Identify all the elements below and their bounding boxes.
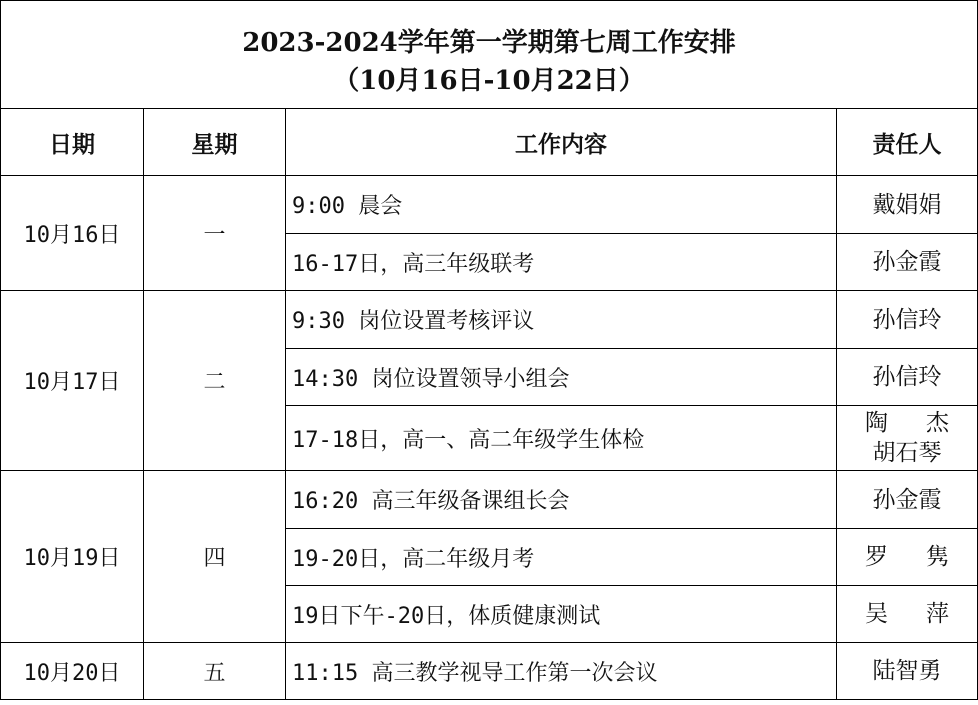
header-date: 日期 [1, 109, 144, 176]
date-cell: 10月16日 [1, 176, 144, 291]
content-cell: 9:30 岗位设置考核评议 [286, 291, 837, 349]
content-cell: 19日下午-20日，体质健康测试 [286, 586, 837, 643]
content-cell: 16:20 高三年级备课组长会 [286, 471, 837, 529]
person-line1 [837, 542, 977, 572]
person-cell: 孙金霞 [837, 471, 978, 529]
table-row [1, 176, 978, 234]
weekday-cell: 四 [144, 471, 286, 643]
person-cell: 陆智勇 [837, 643, 978, 700]
person-char: 杰 [926, 410, 949, 436]
weekday-cell: 五 [144, 643, 286, 700]
person-char: 罗 [865, 544, 888, 570]
header-person: 责任人 [837, 109, 978, 176]
weekday-cell: 二 [144, 291, 286, 471]
person-cell: 孙信玲 [837, 349, 978, 406]
date-cell: 10月19日 [1, 471, 144, 643]
table-row [1, 291, 978, 349]
person-line2: 胡石琴 [872, 440, 942, 466]
header-weekday: 星期 [144, 109, 286, 176]
content-cell: 17-18日，高一、高二年级学生体检 [286, 406, 837, 471]
content-cell: 16-17日，高三年级联考 [286, 234, 837, 291]
person-char: 吴 [865, 601, 888, 627]
person-cell: 孙金霞 [837, 234, 978, 291]
page-title: 2023-2024学年第一学期第七周工作安排 [242, 28, 736, 58]
table-row [1, 471, 978, 529]
page-subtitle: （10月16日-10月22日） [333, 66, 645, 96]
person-line1 [837, 408, 977, 438]
header-content: 工作内容 [286, 109, 837, 176]
content-cell: 19-20日，高二年级月考 [286, 529, 837, 586]
date-cell: 10月20日 [1, 643, 144, 700]
table-row [1, 643, 978, 700]
person-cell: 戴娟娟 [837, 176, 978, 234]
content-cell: 11:15 高三教学视导工作第一次会议 [286, 643, 837, 700]
content-cell: 14:30 岗位设置领导小组会 [286, 349, 837, 406]
person-cell [837, 529, 978, 586]
header-row [1, 109, 978, 176]
person-char: 隽 [926, 544, 949, 570]
person-line1 [837, 599, 977, 629]
person-char: 陶 [865, 410, 888, 436]
person-cell [837, 406, 978, 471]
weekday-cell: 一 [144, 176, 286, 291]
date-cell: 10月17日 [1, 291, 144, 471]
content-cell: 9:00 晨会 [286, 176, 837, 234]
person-char: 萍 [926, 601, 949, 627]
schedule-table [0, 108, 978, 700]
person-cell [837, 586, 978, 643]
person-cell: 孙信玲 [837, 291, 978, 349]
